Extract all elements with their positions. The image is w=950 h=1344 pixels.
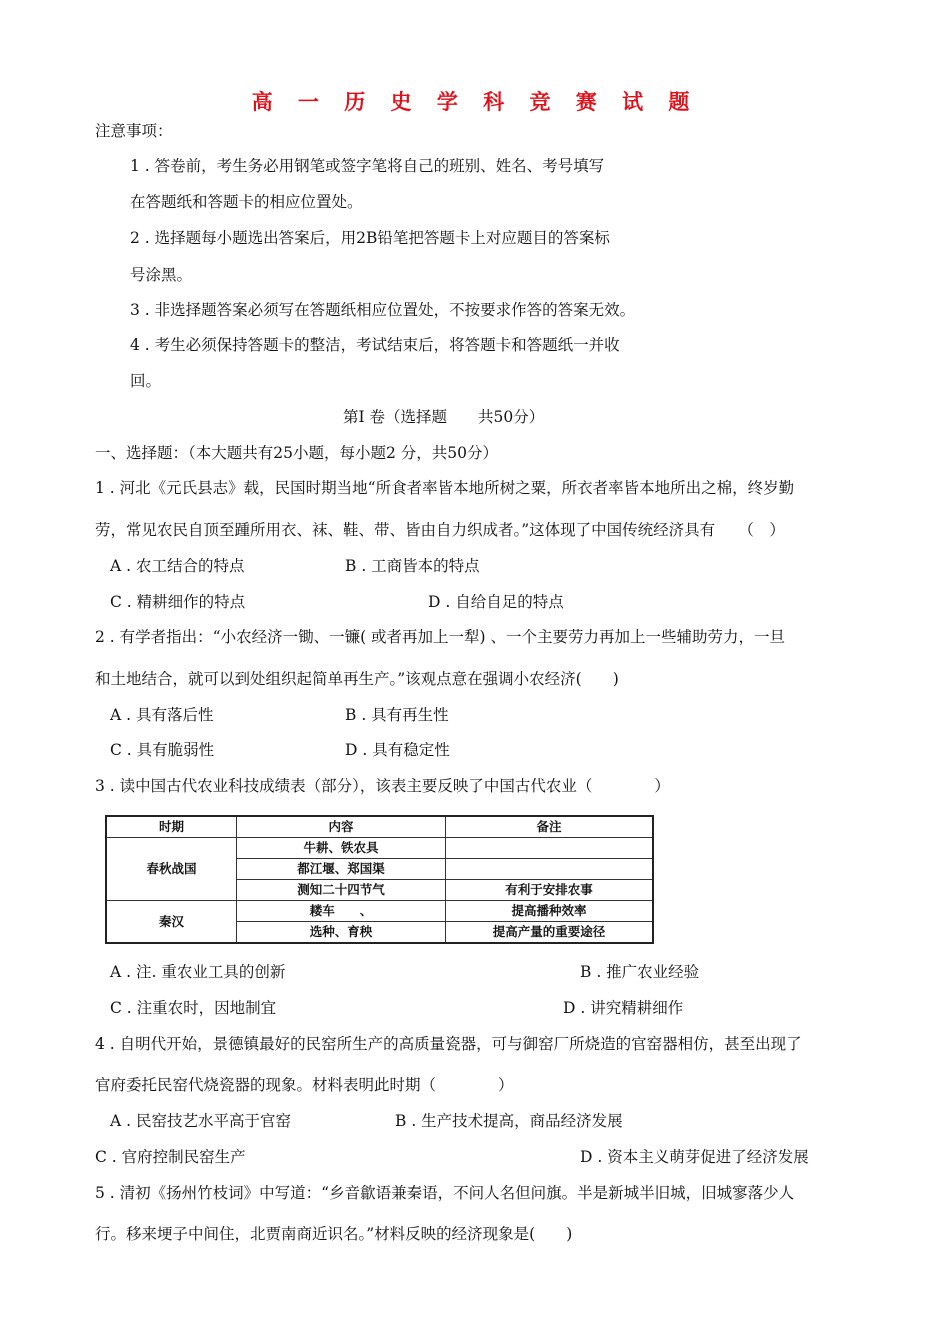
q1-stem: 1 . 河北《元氏县志》载，民国时期当地“所食者率皆本地所树之粟，所衣者率皆本地所出之棉，终岁勤 — [95, 479, 795, 497]
q4-stem: 官府委托民窑代烧瓷器的现象。材料表明此时期（ ） — [95, 1076, 514, 1094]
q1-option-b: B . 工商皆本的特点 — [345, 557, 480, 575]
q3-stem: 3 . 读中国古代农业科技成绩表（部分），该表主要反映了中国古代农业（ ） — [95, 777, 670, 795]
notice-line: 号涂黑。 — [130, 266, 193, 284]
notice-line: 3 . 非选择题答案必须写在答题纸相应位置处，不按要求作答的答案无效。 — [130, 301, 636, 319]
table-cell: 测知二十四节气 — [237, 880, 446, 901]
table-cell: 选种、育秧 — [237, 922, 446, 944]
q2-option-c: C . 具有脆弱性 — [110, 741, 215, 759]
table-cell: 牛耕、铁农具 — [237, 838, 446, 859]
q5-stem: 行。移来埂子中间住，北贾南商近识名。”材料反映的经济现象是( ) — [95, 1225, 573, 1243]
table-cell: 有利于安排农事 — [446, 880, 654, 901]
table-cell: 耧车 、 — [237, 901, 446, 922]
q2-stem: 2 . 有学者指出：“小农经济一锄、一镰( 或者再加上一犁) 、一个主要劳力再加上一些辅助劳力，一旦 — [95, 628, 786, 646]
q4-option-a: A . 民窑技艺水平高于官窑 — [110, 1112, 291, 1130]
q2-option-a: A . 具有落后性 — [110, 706, 214, 724]
q1-option-a: A . 农工结合的特点 — [110, 557, 245, 575]
table-header: 内容 — [237, 816, 446, 838]
table-header-row — [106, 816, 653, 838]
table-cell: 提高播种效率 — [446, 901, 654, 922]
table-header: 备注 — [446, 816, 654, 838]
table-period-cell: 春秋战国 — [106, 838, 237, 901]
table-row — [106, 901, 653, 922]
notice-line: 回。 — [130, 372, 162, 390]
notice-line: 在答题纸和答题卡的相应位置处。 — [130, 193, 363, 211]
q5-stem: 5 . 清初《扬州竹枝词》中写道：“乡音歙语兼秦语，不问人名但问旗。半是新城半旧城，旧城寥落少人 — [95, 1184, 795, 1202]
notice-heading: 注意事项： — [95, 122, 173, 140]
section-title: 第I 卷（选择题 共50分） — [343, 408, 545, 426]
notice-line: 1 . 答卷前，考生务必用钢笔或签字笔将自己的班别、姓名、考号填写 — [130, 157, 605, 175]
q2-option-b: B . 具有再生性 — [345, 706, 449, 724]
q4-option-c: C . 官府控制民窑生产 — [95, 1148, 246, 1166]
part-title: 一、选择题：（本大题共有25小题，每小题2 分，共50分） — [95, 444, 498, 462]
q1-option-c: C . 精耕细作的特点 — [110, 593, 246, 611]
q1-option-d: D . 自给自足的特点 — [428, 593, 564, 611]
table-cell — [446, 838, 654, 859]
table-header: 时期 — [106, 816, 237, 838]
q2-stem: 和土地结合，就可以到处组织起简单再生产。”该观点意在强调小农经济( ) — [95, 670, 619, 688]
q2-option-d: D . 具有稳定性 — [345, 741, 450, 759]
q4-option-b: B . 生产技术提高，商品经济发展 — [395, 1112, 623, 1130]
q3-option-c: C . 注重农时，因地制宜 — [110, 999, 277, 1017]
table-period-cell: 秦汉 — [106, 901, 237, 944]
table-cell: 都江堰、郑国渠 — [237, 859, 446, 880]
notice-line: 2 . 选择题每小题选出答案后，用2B铅笔把答题卡上对应题目的答案标 — [130, 229, 610, 247]
table-cell: 提高产量的重要途径 — [446, 922, 654, 944]
table-row — [106, 838, 653, 859]
q4-option-d: D . 资本主义萌芽促进了经济发展 — [580, 1148, 809, 1166]
notice-line: 4 . 考生必须保持答题卡的整洁，考试结束后，将答题卡和答题纸一并收 — [130, 336, 620, 354]
q3-option-d: D . 讲究精耕细作 — [563, 999, 684, 1017]
table-cell — [446, 859, 654, 880]
exam-title: 高 一 历 史 学 科 竞 赛 试 题 — [251, 90, 699, 114]
q1-stem: 劳，常见农民自顶至踵所用衣、袜、鞋、带、皆由自力织成者。”这体现了中国传统经济具有 （ ） — [95, 521, 785, 539]
agriculture-table — [105, 815, 654, 944]
q4-stem: 4 . 自明代开始，景德镇最好的民窑所生产的高质量瓷器，可与御窑厂所烧造的官窑器相仿，甚至出现了 — [95, 1035, 802, 1053]
q3-option-b: B . 推广农业经验 — [580, 963, 700, 981]
q3-option-a: A . 注. 重农业工具的创新 — [110, 963, 286, 981]
